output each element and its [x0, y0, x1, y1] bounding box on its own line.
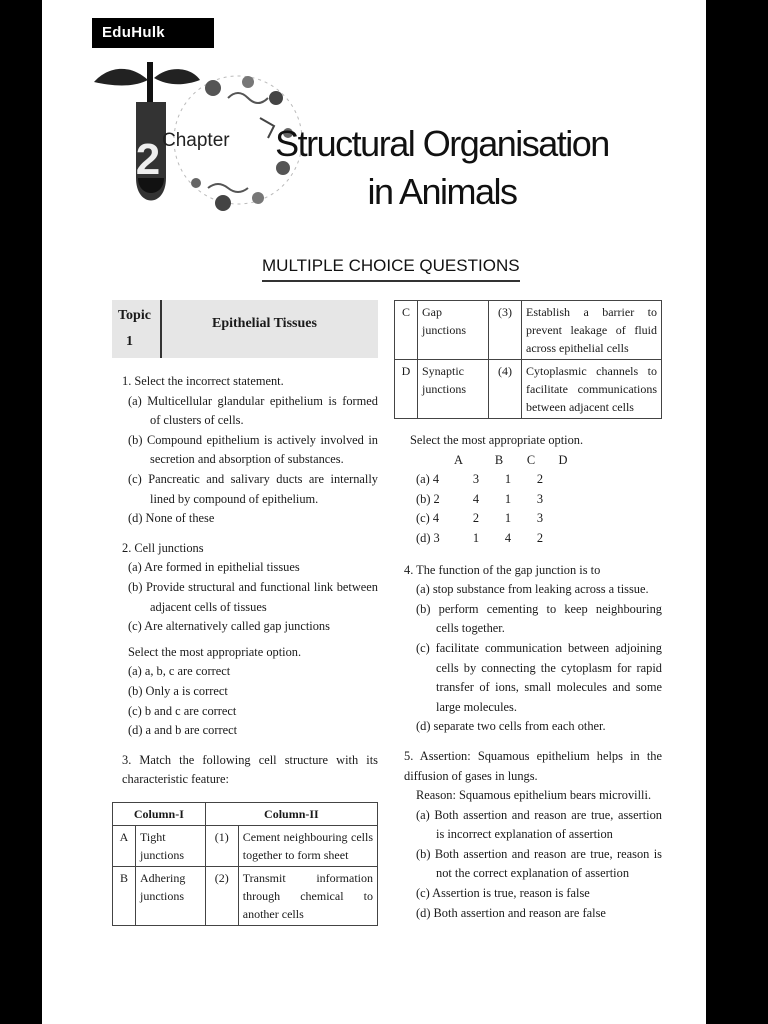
row-key: D: [395, 360, 418, 419]
row-key: A: [113, 825, 136, 866]
title-line-1: Structural Organisation: [275, 123, 609, 164]
question-4: [394, 561, 662, 737]
grid-value: 4: [504, 530, 512, 545]
grid-value: 2: [472, 511, 480, 526]
grid-row: [416, 470, 662, 490]
grid-label: (c) 4: [416, 511, 440, 526]
brand-logo: EduHulk: [92, 18, 214, 48]
row-key: C: [395, 301, 418, 360]
match-table-part-2: [394, 300, 662, 419]
question-stem: 3. Match the following cell structure with its characteristic feature:: [122, 752, 378, 787]
grid-value: 3: [472, 472, 480, 487]
table-row: [113, 825, 378, 866]
topic-banner: [112, 300, 378, 358]
option-b: (b) Both assertion and reason are true, reason is not the correct explanation of assertion: [416, 846, 662, 881]
row-item: Synaptic junctions: [418, 360, 489, 419]
section-heading: MULTIPLE CHOICE QUESTIONS: [262, 256, 520, 282]
row-feature: Transmit information through chemical to another cells: [238, 866, 377, 925]
option-d: (d) separate two cells from each other.: [416, 719, 606, 734]
statement-a: (a) Are formed in epithelial tissues: [128, 560, 300, 575]
question-2: [112, 539, 378, 741]
question-stem: 1. Select the incorrect statement.: [122, 374, 284, 388]
grid-header: C: [526, 452, 536, 467]
grid-value: 2: [536, 530, 544, 545]
option-a: (a) Multicellular glandular epithelium is formed of clusters of cells.: [128, 393, 378, 428]
chapter-label: Chapter: [162, 130, 230, 151]
option-d: (d) None of these: [128, 511, 215, 526]
grid-value: 1: [504, 491, 512, 506]
row-num: (1): [205, 825, 238, 866]
grid-header: B: [494, 452, 504, 467]
page-title: [242, 120, 642, 216]
option-c: (c) Assertion is true, reason is false: [416, 886, 590, 901]
option-c: (c) b and c are correct: [128, 703, 237, 718]
statement-b: (b) Provide structural and functional link between adjacent cells of tissues: [128, 579, 378, 614]
option-d: (d) a and b are correct: [128, 723, 238, 738]
title-line-2: in Animals: [367, 171, 517, 212]
option-b: (b) perform cementing to keep neighbouring cells together.: [416, 601, 662, 636]
grid-value: 2: [536, 472, 544, 487]
row-item: Gap junctions: [418, 301, 489, 360]
column-2-header: Column-II: [205, 802, 377, 825]
row-feature: Cement neighbouring cells together to form sheet: [238, 825, 377, 866]
grid-header-row: [416, 451, 662, 471]
topic-name: Epithelial Tissues: [212, 316, 317, 331]
grid-label: (b) 2: [416, 491, 440, 506]
svg-text:2: 2: [135, 135, 161, 184]
row-feature: Establish a barrier to prevent leakage of fluid across epithelial cells: [522, 301, 662, 360]
left-column: [112, 300, 378, 926]
table-row: [395, 360, 662, 419]
option-c: (c) Pancreatic and salivary ducts are internally lined by compound of epithelium.: [128, 471, 378, 506]
option-c: (c) facilitate communication between adjoining cells by connecting the cytoplasm for rapid transfer of ions, small molecules and some large molecules.: [416, 640, 662, 714]
row-item: Adhering junctions: [136, 866, 206, 925]
document-page: [42, 0, 706, 1024]
option-a: (a) a, b, c are correct: [128, 664, 231, 679]
row-num: (2): [205, 866, 238, 925]
grid-value: 1: [504, 472, 512, 487]
select-prompt: Select the most appropriate option.: [410, 433, 584, 447]
grid-header: A: [454, 452, 463, 467]
option-a: (a) stop substance from leaking across a tissue.: [416, 582, 649, 597]
row-num: (4): [489, 360, 522, 419]
table-header-row: [113, 802, 378, 825]
topic-number: 1: [126, 334, 133, 349]
question-reason: Reason: Squamous epithelium bears microvilli.: [416, 788, 652, 803]
grid-row: [416, 490, 662, 510]
grid-value: 1: [504, 511, 512, 526]
statement-c: (c) Are alternatively called gap junctions: [128, 619, 330, 634]
right-column: [394, 300, 662, 923]
grid-header: D: [558, 452, 568, 467]
grid-value: 3: [536, 511, 544, 526]
grid-value: 4: [472, 491, 480, 506]
option-b: (b) Only a is correct: [128, 683, 228, 698]
select-prompt: Select the most appropriate option.: [128, 644, 302, 659]
question-1: [112, 372, 378, 529]
topic-word: Topic: [118, 308, 151, 323]
grid-row: [416, 509, 662, 529]
option-d: (d) Both assertion and reason are false: [416, 905, 606, 920]
row-key: B: [113, 866, 136, 925]
column-1-header: Column-I: [113, 802, 206, 825]
question-stem: 5. Assertion: Squamous epithelium helps in the diffusion of gases in lungs.: [404, 748, 662, 783]
grid-label: (a) 4: [416, 472, 440, 487]
option-b: (b) Compound epithelium is actively involved in secretion and absorption of substances.: [128, 432, 378, 467]
option-a: (a) Both assertion and reason are true, assertion is incorrect explanation of assertion: [416, 807, 662, 842]
grid-value: 3: [536, 491, 544, 506]
row-item: Tight junctions: [136, 825, 206, 866]
grid-row: [416, 529, 662, 549]
table-row: [395, 301, 662, 360]
question-3: [112, 751, 378, 926]
question-5: [394, 747, 662, 923]
table-row: [113, 866, 378, 925]
question-stem: 4. The function of the gap junction is to: [404, 562, 601, 577]
grid-value: 1: [472, 530, 480, 545]
grid-label: (d) 3: [416, 530, 440, 545]
question-stem: 2. Cell junctions: [122, 540, 204, 555]
topic-divider: [160, 300, 162, 358]
match-table-part-1: [112, 802, 378, 926]
row-num: (3): [489, 301, 522, 360]
answer-grid: [394, 451, 662, 549]
row-feature: Cytoplasmic channels to facilitate communications between adjacent cells: [522, 360, 662, 419]
